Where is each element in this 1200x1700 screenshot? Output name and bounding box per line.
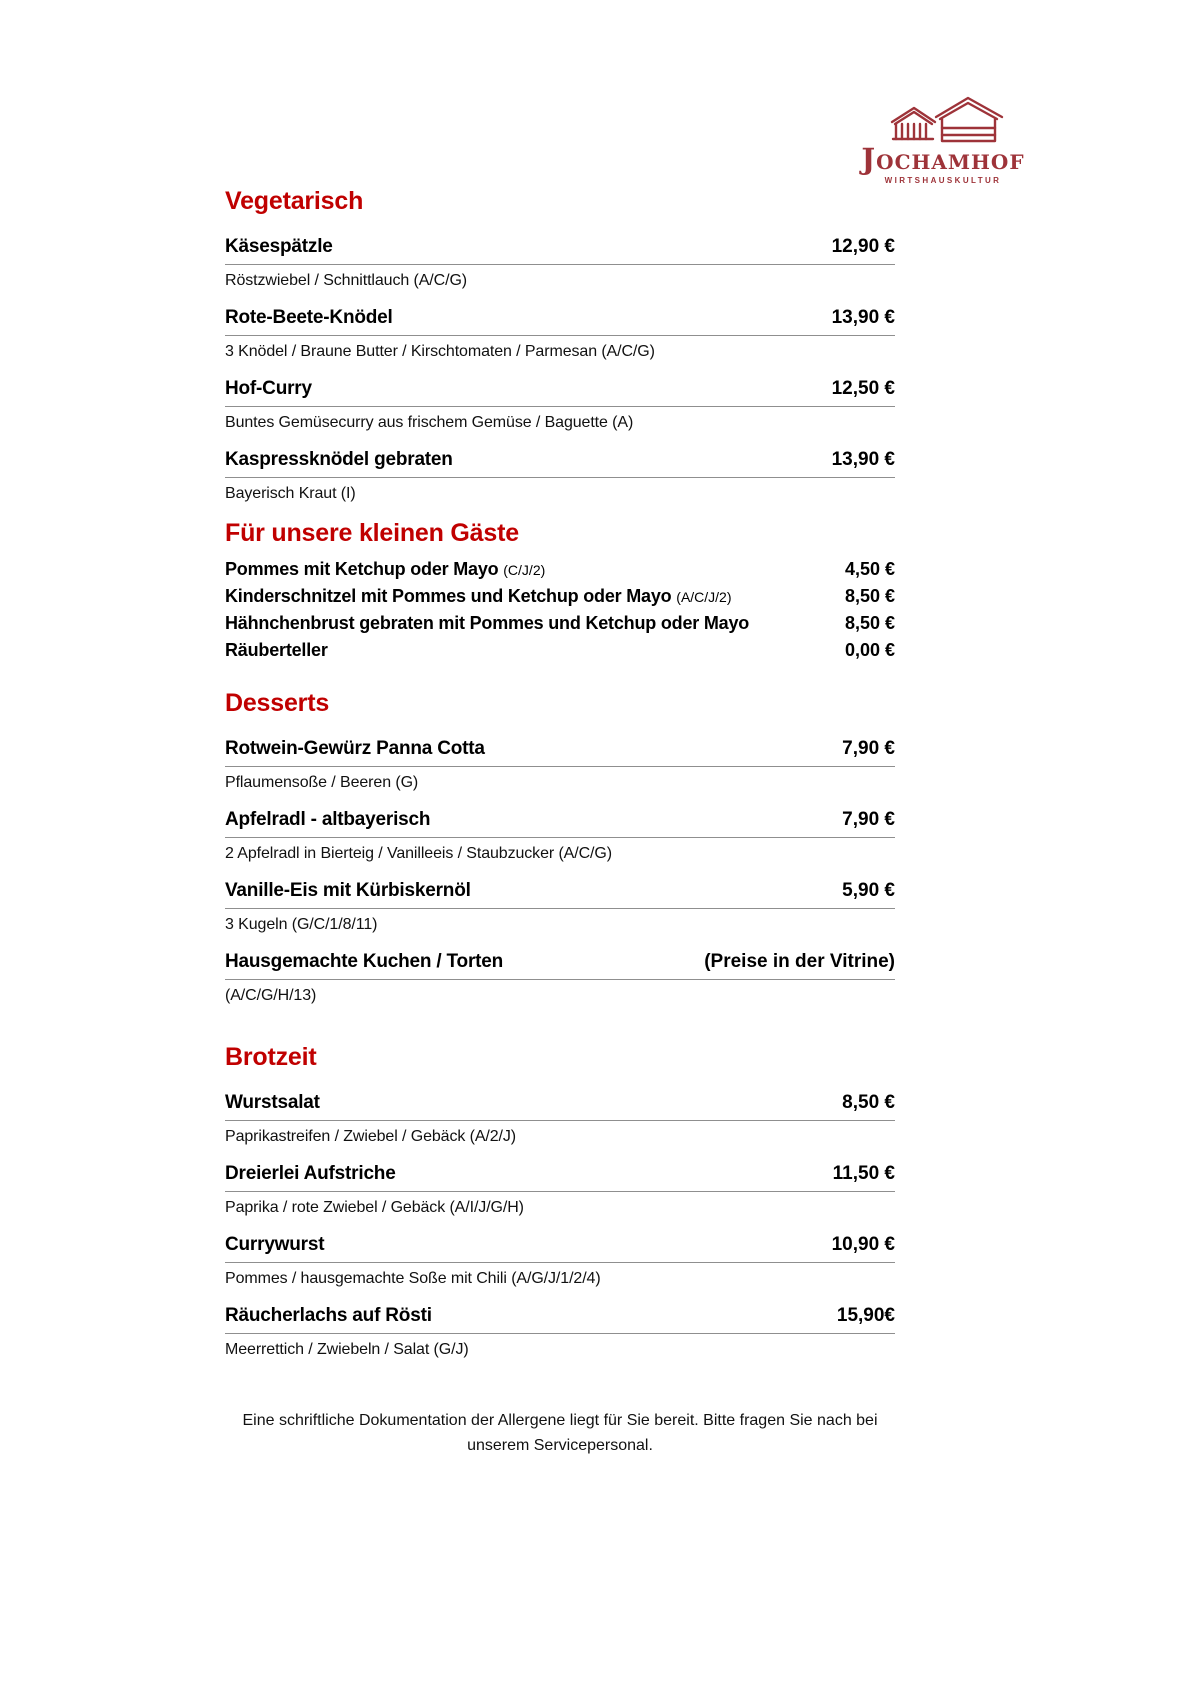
menu-item-head — [225, 376, 895, 407]
section-vegetarisch — [225, 186, 895, 504]
menu-content — [225, 186, 895, 1458]
menu-item-head — [225, 1232, 895, 1263]
menu-item-name: Hausgemachte Kuchen / Torten — [225, 951, 504, 972]
menu-item — [225, 1232, 895, 1289]
allergen-codes: (C/J/2) — [503, 562, 546, 578]
menu-item-desc: Bayerisch Kraut (I) — [225, 485, 356, 502]
menu-item — [225, 447, 895, 504]
menu-item-head — [225, 234, 895, 265]
logo-tagline: WIRTSHAUSKULTUR — [884, 176, 1002, 185]
menu-item — [225, 736, 895, 793]
menu-item-price: 7,90 € — [842, 738, 895, 759]
menu-item-head — [225, 949, 895, 980]
menu-item-desc: 3 Knödel / Braune Butter / Kirschtomaten / Parmesan (A/C/G) — [225, 343, 655, 360]
menu-item-desc: Röstzwiebel / Schnittlauch (A/C/G) — [225, 272, 468, 289]
menu-item-name: Räuberteller — [225, 640, 328, 660]
section-title: Vegetarisch — [225, 187, 364, 215]
menu-item-name: Rote-Beete-Knödel — [225, 307, 393, 328]
menu-item-desc: 2 Apfelradl in Bierteig / Vanilleeis / Staubzucker (A/C/G) — [225, 845, 612, 862]
menu-item-name: Kaspressknödel gebraten — [225, 449, 453, 470]
menu-item-price: 8,50 € — [844, 613, 895, 633]
menu-item-price: 11,50 € — [832, 1163, 895, 1184]
logo-house-icon — [878, 90, 1008, 146]
menu-item-name: Räucherlachs auf Rösti — [225, 1305, 432, 1326]
menu-item — [225, 637, 895, 664]
menu-item — [225, 949, 895, 1006]
section-brotzeit — [225, 1042, 895, 1360]
menu-item-price: 10,90 € — [831, 1234, 895, 1255]
menu-item — [225, 878, 895, 935]
menu-item-head — [225, 1161, 895, 1192]
menu-item-name: Currywurst — [225, 1234, 325, 1255]
menu-item — [225, 610, 895, 637]
menu-item-price: 4,50 € — [844, 559, 895, 579]
menu-item-price: 15,90€ — [836, 1305, 895, 1326]
menu-item-desc: (A/C/G/H/13) — [225, 987, 317, 1004]
menu-item-head — [225, 878, 895, 909]
menu-item-head — [225, 1090, 895, 1121]
restaurant-logo — [858, 90, 1028, 185]
menu-item-head — [225, 305, 895, 336]
menu-item-price: 0,00 € — [844, 640, 895, 660]
menu-item-name: Hof-Curry — [225, 378, 312, 399]
menu-item-price: 12,50 € — [831, 378, 895, 399]
menu-item — [225, 1090, 895, 1147]
menu-item — [225, 583, 895, 610]
menu-item — [225, 556, 895, 583]
menu-item-head — [225, 736, 895, 767]
menu-item-desc: Pommes / hausgemachte Soße mit Chili (A/G/J/1/2/4) — [225, 1270, 601, 1287]
menu-item-desc: Pflaumensoße / Beeren (G) — [225, 774, 419, 791]
menu-item-price: 5,90 € — [842, 880, 895, 901]
menu-item-name: Dreierlei Aufstriche — [225, 1163, 396, 1184]
menu-item-name: Vanille-Eis mit Kürbiskernöl — [225, 880, 471, 901]
menu-item-name: Wurstsalat — [225, 1092, 320, 1113]
menu-item — [225, 376, 895, 433]
menu-item-price: 8,50 € — [844, 586, 895, 606]
section-kinder — [225, 518, 895, 664]
allergen-notice-line2: unserem Servicepersonal. — [467, 1437, 653, 1454]
menu-item-desc: Buntes Gemüsecurry aus frischem Gemüse / Baguette (A) — [225, 414, 634, 431]
menu-item — [225, 234, 895, 291]
menu-item-name: Hähnchenbrust gebraten mit Pommes und Ketchup oder Mayo — [225, 613, 750, 633]
menu-item-desc: Meerrettich / Zwiebeln / Salat (G/J) — [225, 1341, 469, 1358]
menu-item — [225, 1303, 895, 1360]
menu-item-desc: 3 Kugeln (G/C/1/8/11) — [225, 916, 378, 933]
menu-item-price: 8,50 € — [842, 1092, 895, 1113]
menu-item-price: (Preise in der Vitrine) — [704, 951, 895, 972]
menu-item — [225, 1161, 895, 1218]
menu-item-head — [225, 447, 895, 478]
allergen-notice-line1: Eine schriftliche Dokumentation der Allergene liegt für Sie bereit. Bitte fragen Sie nach bei — [242, 1412, 878, 1429]
menu-item — [225, 807, 895, 864]
allergen-notice — [190, 1408, 930, 1458]
section-title: Für unsere kleinen Gäste — [225, 519, 519, 547]
menu-item-price: 7,90 € — [842, 809, 895, 830]
menu-item-head — [225, 1303, 895, 1334]
menu-item-price: 13,90 € — [831, 307, 895, 328]
menu-item-price: 12,90 € — [831, 236, 895, 257]
menu-item-desc: Paprikastreifen / Zwiebel / Gebäck (A/2/J) — [225, 1128, 517, 1145]
menu-item-name: Rotwein-Gewürz Panna Cotta — [225, 738, 485, 759]
allergen-codes: (A/C/J/2) — [676, 589, 732, 605]
section-title: Desserts — [225, 689, 330, 717]
menu-item-desc: Paprika / rote Zwiebel / Gebäck (A/I/J/G/H) — [225, 1199, 524, 1216]
section-title: Brotzeit — [225, 1043, 317, 1071]
menu-item-name: Apfelradl - altbayerisch — [225, 809, 431, 830]
menu-item-name: Kinderschnitzel mit Pommes und Ketchup oder Mayo (A/C/J/2) — [225, 586, 732, 606]
menu-item-name: Pommes mit Ketchup oder Mayo (C/J/2) — [225, 559, 546, 579]
menu-item-price: 13,90 € — [831, 449, 895, 470]
section-desserts — [225, 688, 895, 1006]
menu-item-head — [225, 807, 895, 838]
menu-item-name: Käsespätzle — [225, 236, 333, 257]
logo-name: Jochamhof — [861, 142, 1025, 176]
menu-item — [225, 305, 895, 362]
